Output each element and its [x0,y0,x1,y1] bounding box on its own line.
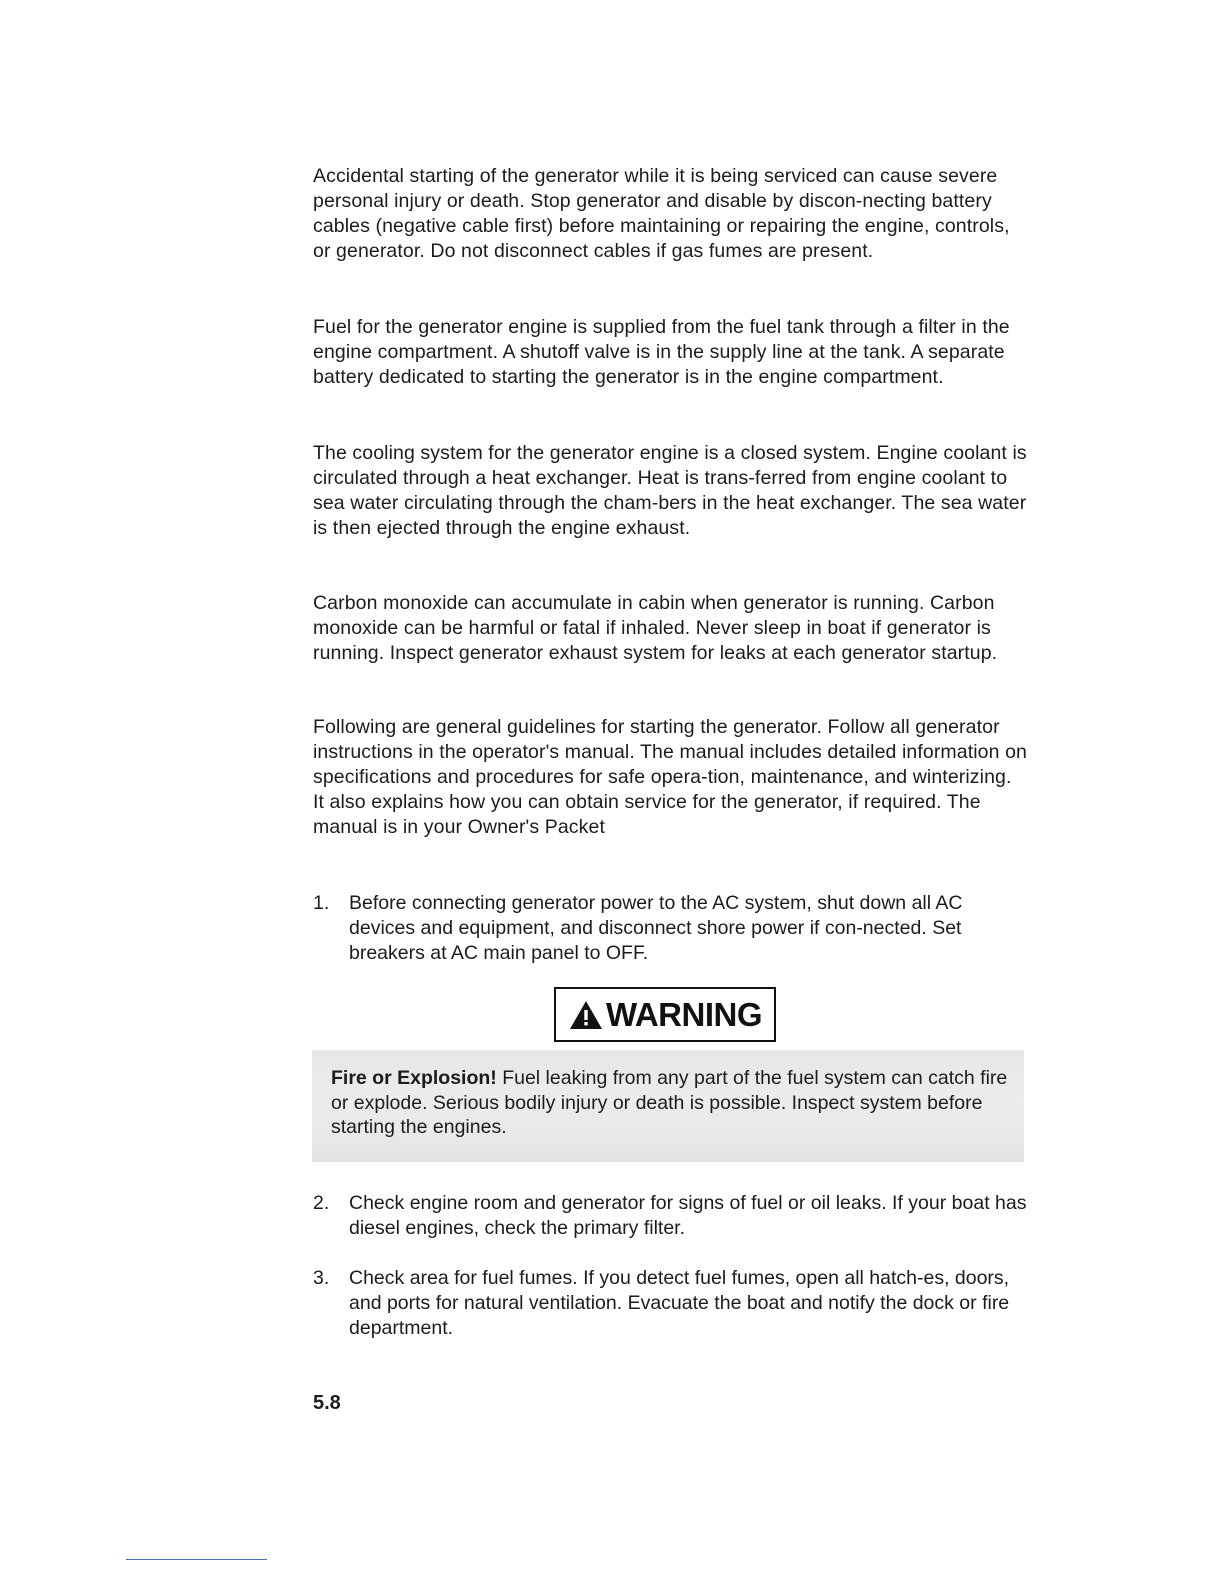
step-3 [313,1266,1028,1341]
paragraph-cooling-system: The cooling system for the generator engine is a closed system. Engine coolant is circulated through a heat exchanger. Heat is trans-ferred from engine coolant to sea water circulating through the cham-bers in the heat exchanger. The sea water is then ejected through the engine exhaust. [313,442,1027,539]
step-text: Check engine room and generator for signs of fuel or oil leaks. If your boat has diesel engines, check the primary filter. [349,1192,1027,1239]
footer-rule [126,1559,267,1560]
warning-triangle-icon [568,999,604,1031]
warning-label: WARNING [606,995,762,1033]
step-text: Check area for fuel fumes. If you detect fuel fumes, open all hatch-es, doors, and ports for natural ventilation. Evacuate the boat and notify the dock or fire department. [349,1267,1010,1339]
paragraph-general-guidelines: Following are general guidelines for starting the generator. Follow all generator instructions in the operator's manual. The manual includes detailed information on specifications and procedures for safe opera-tion, maintenance, and winterizing. It also explains how you can obtain service for the generator, if required. The manual is in your Owner's Packet [313,716,1027,838]
warning-message [331,1066,1021,1140]
step-number: 1. [313,892,330,914]
step-text: Before connecting generator power to the AC system, shut down all AC devices and equipment, and disconnect shore power if con-nected. Set breakers at AC main panel to OFF. [349,892,963,964]
paragraph-carbon-monoxide: Carbon monoxide can accumulate in cabin when generator is running. Carbon monoxide can be harmful or fatal if inhaled. Never sleep in boat if generator is running. Inspect generator exhaust system for leaks at each generator startup. [313,592,998,664]
paragraph-fuel-supply: Fuel for the generator engine is supplied from the fuel tank through a filter in the engine compartment. A shutoff valve is in the supply line at the tank. A separate battery dedicated to starting the generator is in the engine compartment. [313,316,1010,388]
warning-body: Fuel leaking from any part of the fuel system can catch fire or explode. Serious bodily injury or death is possible. Inspect system before starting the engines. [331,1067,1008,1138]
warning-lead: Fire or Explosion! [331,1067,497,1089]
page-number: 5.8 [313,1392,341,1414]
step-2 [313,1191,1028,1241]
step-number: 3. [313,1267,330,1289]
warning-header [554,987,776,1042]
step-1 [313,891,1028,966]
step-number: 2. [313,1192,330,1214]
paragraph-accidental-starting: Accidental starting of the generator while it is being serviced can cause severe personal injury or death. Stop generator and disable by discon-necting battery cables (negative cable first) before maintaining or repairing the engine, controls, or generator. Do not disconnect cables if gas fumes are present. [313,165,1010,262]
